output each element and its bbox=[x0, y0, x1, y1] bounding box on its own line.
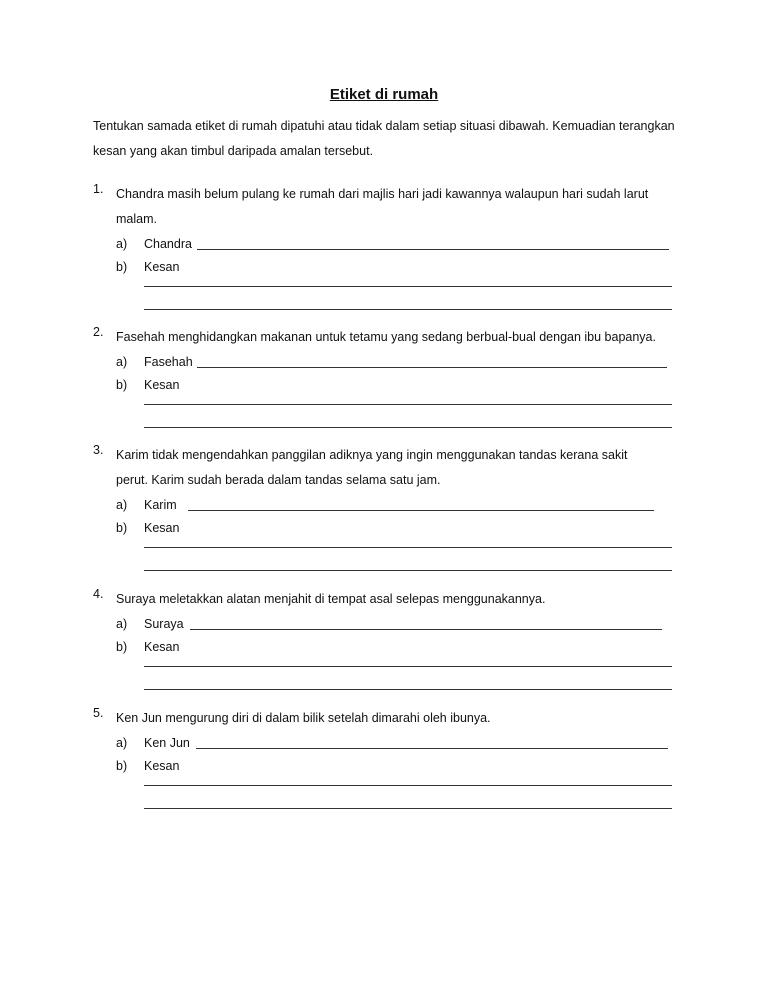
answer-line[interactable] bbox=[190, 629, 662, 630]
kesan-line-2[interactable] bbox=[144, 569, 672, 571]
kesan-line-2[interactable] bbox=[144, 426, 672, 428]
question-text: Fasehah menghidangkan makanan untuk tetamu yang sedang berbual-bual dengan ibu bapanya. bbox=[116, 330, 656, 344]
answer-line[interactable] bbox=[188, 510, 654, 511]
kesan-line-1[interactable] bbox=[144, 784, 672, 786]
name-label: Suraya bbox=[144, 617, 184, 631]
question-1 bbox=[93, 182, 678, 310]
kesan-label: Kesan bbox=[144, 378, 180, 392]
question-5 bbox=[93, 706, 678, 809]
answer-a-row bbox=[93, 613, 678, 635]
sub-letter-a: a) bbox=[116, 617, 128, 631]
kesan-label: Kesan bbox=[144, 759, 180, 773]
answer-a-row bbox=[93, 233, 678, 255]
kesan-line-2[interactable] bbox=[144, 688, 672, 690]
instructions: Tentukan samada etiket di rumah dipatuhi atau tidak dalam setiap situasi dibawah. Kemuadian terangkan kesan yang akan timbul daripada amalan tersebut. bbox=[93, 119, 675, 158]
answer-b-row bbox=[93, 755, 678, 777]
answer-b-row bbox=[93, 636, 678, 658]
kesan-line-1[interactable] bbox=[144, 546, 672, 548]
name-label: Fasehah bbox=[144, 355, 193, 369]
question-2 bbox=[93, 325, 678, 428]
answer-line[interactable] bbox=[197, 367, 667, 368]
question-4 bbox=[93, 587, 678, 690]
sub-letter-b: b) bbox=[116, 521, 128, 535]
kesan-line-2[interactable] bbox=[144, 308, 672, 310]
question-text: Chandra masih belum pulang ke rumah dari majlis hari jadi kawannya walaupun hari sudah larut malam. bbox=[116, 187, 649, 226]
name-label: Ken Jun bbox=[144, 736, 190, 750]
sub-letter-a: a) bbox=[116, 736, 128, 750]
answer-b-row bbox=[93, 374, 678, 396]
name-label: Chandra bbox=[144, 237, 192, 251]
answer-a-row bbox=[93, 732, 678, 754]
answer-b-row bbox=[93, 517, 678, 539]
sub-letter-b: b) bbox=[116, 378, 128, 392]
kesan-line-2[interactable] bbox=[144, 807, 672, 809]
page-title: Etiket di rumah bbox=[329, 86, 439, 103]
sub-letter-b: b) bbox=[116, 260, 128, 274]
kesan-label: Kesan bbox=[144, 260, 180, 274]
answer-line[interactable] bbox=[196, 748, 668, 749]
kesan-line-1[interactable] bbox=[144, 285, 672, 287]
sub-letter-a: a) bbox=[116, 498, 128, 512]
question-number: 1. bbox=[93, 182, 104, 196]
question-text: Karim tidak mengendahkan panggilan adiknya yang ingin menggunakan tandas kerana sakit perut. Karim sudah berada dalam tandas selama satu jam. bbox=[116, 448, 628, 487]
question-number: 5. bbox=[93, 706, 104, 720]
sub-letter-b: b) bbox=[116, 759, 128, 773]
name-label: Karim bbox=[144, 498, 177, 512]
question-number: 4. bbox=[93, 587, 104, 601]
question-text: Suraya meletakkan alatan menjahit di tempat asal selepas menggunakannya. bbox=[116, 592, 546, 606]
answer-line[interactable] bbox=[197, 249, 669, 250]
kesan-line-1[interactable] bbox=[144, 403, 672, 405]
question-3 bbox=[93, 443, 678, 571]
kesan-line-1[interactable] bbox=[144, 665, 672, 667]
question-text: Ken Jun mengurung diri di dalam bilik setelah dimarahi oleh ibunya. bbox=[116, 711, 491, 725]
sub-letter-b: b) bbox=[116, 640, 128, 654]
answer-b-row bbox=[93, 256, 678, 278]
kesan-label: Kesan bbox=[144, 640, 180, 654]
sub-letter-a: a) bbox=[116, 237, 128, 251]
answer-a-row bbox=[93, 351, 678, 373]
sub-letter-a: a) bbox=[116, 355, 128, 369]
question-number: 3. bbox=[93, 443, 104, 457]
answer-a-row bbox=[93, 494, 678, 516]
question-number: 2. bbox=[93, 325, 104, 339]
kesan-label: Kesan bbox=[144, 521, 180, 535]
